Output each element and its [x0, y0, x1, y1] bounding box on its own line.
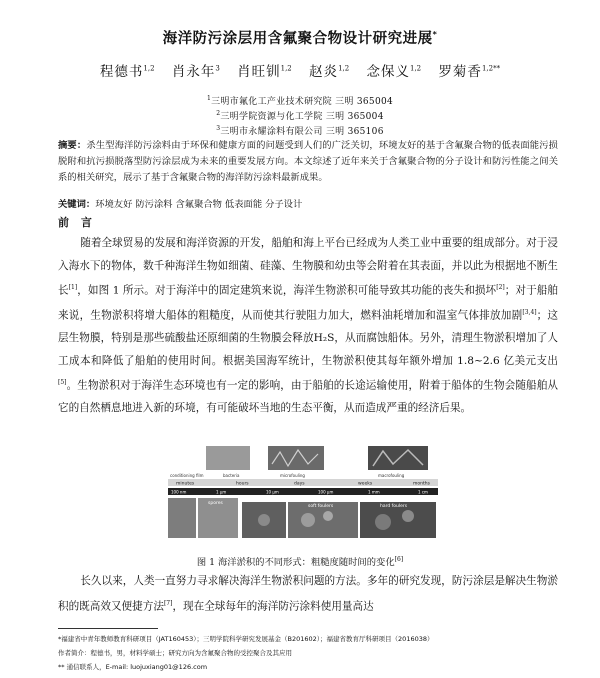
photo-texture — [258, 514, 270, 526]
scale-label: 100 µm — [318, 489, 334, 495]
author: 程德书$^{1,2}$ — [99, 64, 155, 80]
figure-1-biofouling — [168, 446, 438, 548]
body-paragraph: 长久以来，人类一直努力寻求解决海洋生物淤积问题的方法。多年的研究发现，防污涂层是解决生物淤积的既高效又便捷方法[7]，现在全球每年的海洋防污涂料使用量高达 — [58, 575, 558, 613]
affiliation: $^3$三明市永耀涂料有限公司 三明 365106 — [216, 125, 384, 137]
timeline-label: macrofouling — [378, 473, 405, 478]
abstract-label: 摘要： — [58, 140, 87, 151]
scale-label: 1 cm — [418, 489, 428, 495]
photo-macrofouling — [368, 446, 428, 470]
timeline-label: microfouling — [280, 473, 305, 478]
row-label: soft foulers — [308, 504, 334, 509]
citation-ref: [3,4] — [522, 309, 537, 317]
scale-label: 1 µm — [216, 489, 227, 495]
author: 肖旺钏$^{1,2}$ — [237, 64, 292, 80]
footnote: *福建省中青年教师教育科研项目（JAT160453）；三明学院科学研究发展基金（B201602）；福建省教育厅科研项目（2016038） — [58, 635, 434, 643]
citation-ref: [5] — [58, 379, 67, 387]
time-label: days — [294, 481, 305, 487]
photo-conditioning-film — [206, 446, 250, 470]
footnote: 作者简介：程德书，男，材料学硕士；研究方向为含氟聚合物的受控聚合及其应用 — [58, 649, 292, 657]
affiliation: $^1$三明市氟化工产业技术研究院 三明 365004 — [206, 95, 394, 107]
abstract — [58, 138, 558, 186]
photo-texture — [323, 511, 333, 521]
row-label: spores — [208, 501, 223, 506]
citation-ref: [7] — [163, 599, 173, 607]
keywords-text: 环境友好 防污涂料 含氟聚合物 低表面能 分子设计 — [95, 199, 303, 210]
author: 念保义$^{1,2}$ — [366, 64, 422, 80]
author: 肖永年$^3$ — [171, 64, 220, 80]
author-list — [0, 60, 600, 80]
timeline-label: bacteria — [223, 473, 240, 478]
row-label: hard foulers — [380, 504, 408, 509]
section-heading: 前 言 — [58, 216, 96, 229]
figure-caption: 图 1 海洋淤积的不同形式：粗糙度随时间的变化[6] — [196, 555, 404, 568]
keywords-label: 关键词： — [58, 199, 96, 210]
scale-label: 1 mm — [368, 489, 380, 495]
citation-ref: [1] — [68, 284, 78, 291]
photo-bacteria — [168, 498, 196, 538]
scale-bar — [168, 488, 438, 495]
paper-title — [0, 27, 600, 48]
time-label: minutes — [176, 481, 195, 487]
timeline-label: conditioning film — [170, 473, 204, 478]
scale-label: 10 µm — [266, 489, 279, 495]
keywords — [58, 196, 558, 210]
photo-texture — [402, 510, 414, 522]
abstract-text: 杀生型海洋防污涂料由于环保和健康方面的问题受到人们的广泛关切，环境友好的基于含氟聚合物的低表面能污损脱附和抗污损脱落型防污涂层成为未来的重要发展方向。本文综述了近年来关于含氟聚合物的分子设计和防污性能之间关系的相关研究，展示了基于含氟聚合物的海洋防污涂料最新成果。 — [58, 140, 558, 183]
footnote-divider — [58, 628, 158, 629]
footnote: ** 通信联系人，E-mail: luojuxiang01@126.com — [58, 663, 208, 671]
time-label: weeks — [358, 481, 373, 487]
body-paragraph: 随着全球贸易的发展和海洋资源的开发，船舶和海上平台已经成为人类工业中重要的组成部分。对于浸入海水下的物体，数千种海洋生物如细菌、硅藻、生物膜和幼虫等会附着在其表面，并以此为根据地不断生长[1]，如图 1 所示。对于海洋中的固定建筑来说，海洋生物淤积可能导致其功能的丧失和损坏[2]；对于船舶来说，生物淤积将增大船体的粗糙度，从而使其行驶阻力加大，燃料油耗增加和温室气体排放加剧[3,4]；这层生物膜，特别是那些硫酸盐还原细菌的生物膜会释放H₂S，从而腐蚀船体。另外，清理生物淤积增加了人工成本和降低了船舶的使用时间。根据美国海军统计，生物淤积使其每年额外增加 1.8~2.6 亿美元支出[5]。生物淤积对于海洋生态环境也有一定的影响，由于船舶的长途运输使用，附着于船体的生物会随船舶从它的自然栖息地进入新的环境，有可能破坏当地的生态平衡，从而造成严重的经济后果。 — [58, 237, 559, 415]
time-label: hours — [236, 481, 249, 487]
citation-ref: [6] — [394, 555, 404, 563]
scale-label: 100 nm — [171, 489, 187, 495]
photo-texture — [301, 513, 315, 527]
author: 赵炎$^{1,2}$ — [309, 64, 350, 80]
title-text: 海洋防污涂层用含氟聚合物设计研究进展 — [162, 31, 433, 47]
title-footnote-mark: * — [432, 30, 438, 40]
time-label: months — [413, 481, 430, 487]
citation-ref: [2] — [496, 284, 505, 291]
photo-texture — [375, 514, 391, 530]
affiliation: $^2$三明学院资源与化工学院 三明 365004 — [216, 110, 384, 122]
author: 罗菊香$^{1,2**}$ — [438, 64, 501, 80]
